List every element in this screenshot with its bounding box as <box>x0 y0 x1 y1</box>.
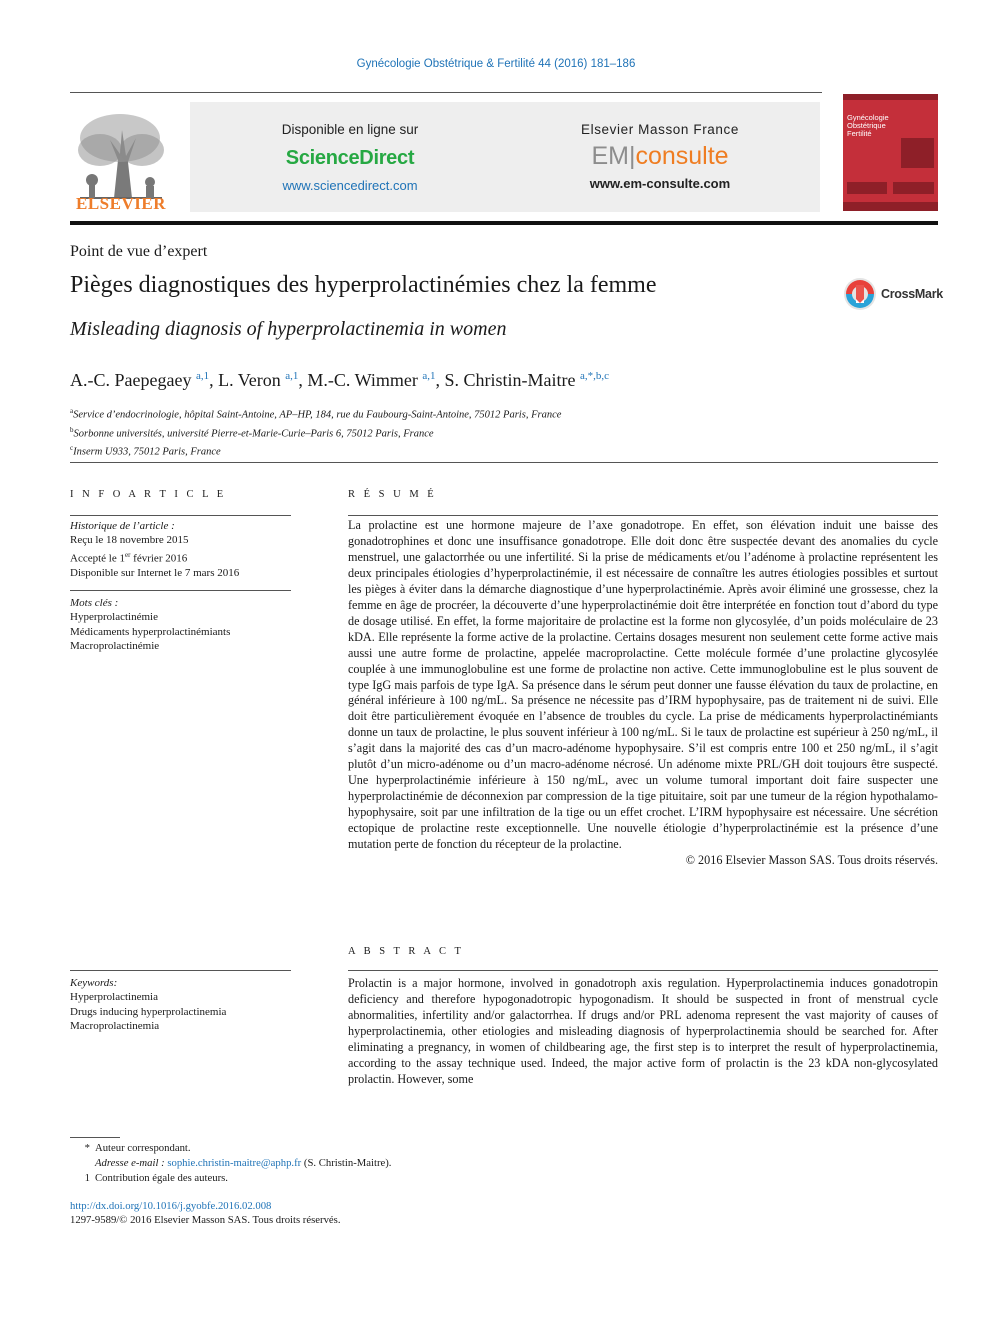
affiliation-key: b <box>70 425 74 434</box>
footnote-text: Auteur correspondant. <box>95 1142 191 1154</box>
accepted-date <box>70 548 239 566</box>
email-label: Adresse e-mail : <box>95 1156 165 1169</box>
affiliation-item <box>70 441 561 460</box>
keywords-en <box>70 976 226 1033</box>
footnote-rule <box>70 1137 120 1138</box>
header-thick-rule <box>70 221 938 225</box>
affiliation-text: Inserm U933, 75012 Paris, France <box>73 446 221 458</box>
footnote-mark: 1 <box>84 1171 90 1184</box>
author-separator: , <box>209 370 219 390</box>
logo-em: EM <box>591 142 629 170</box>
sciencedirect-block <box>230 122 470 193</box>
cover-panel <box>847 182 887 194</box>
affiliation-key: a <box>70 407 74 415</box>
cover-panel <box>901 138 934 168</box>
footnote-equal-contribution <box>70 1171 391 1186</box>
affiliation-item <box>70 423 561 442</box>
doi-link[interactable]: http://dx.doi.org/10.1016/j.gyobfe.2016.02.008 <box>70 1200 272 1212</box>
affiliation-key: c <box>70 444 74 453</box>
footnote-mark-empty <box>70 1156 95 1171</box>
email-link[interactable]: sophie.christin-maitre@aphp.fr <box>167 1156 302 1169</box>
info-rule <box>70 515 291 516</box>
header-rule <box>70 92 822 93</box>
emconsulte-logo <box>535 142 785 170</box>
keyword-item: Hyperprolactinemia <box>70 991 158 1004</box>
email-owner: (S. Christin-Maitre). <box>301 1156 392 1169</box>
section-rule <box>70 462 938 463</box>
abstract-body <box>348 976 938 1088</box>
emconsulte-block <box>535 122 785 191</box>
author-name[interactable]: A.-C. Paepegaey <box>70 370 192 390</box>
footnote-mark: * <box>84 1142 90 1154</box>
author-affiliation-mark[interactable]: a,*,b,c <box>580 370 610 382</box>
footnote-text: Contribution égale des auteurs. <box>95 1171 228 1184</box>
author-affiliation-mark[interactable]: a,1 <box>195 370 210 382</box>
accepted-text: Accepté le 1 <box>70 552 125 565</box>
author-name[interactable]: M.-C. Wimmer <box>307 370 418 390</box>
article-type: Point de vue d’expert <box>70 243 208 260</box>
keywords-en-rule <box>70 970 291 971</box>
received-date: Reçu le 18 novembre 2015 <box>70 534 189 547</box>
keywords-en-label: Keywords: <box>70 977 118 989</box>
logo-consulte: consulte <box>635 142 729 170</box>
footnotes <box>70 1141 391 1186</box>
article-history <box>70 519 239 580</box>
available-online-label: Disponible en ligne sur <box>281 122 419 137</box>
author-affiliation-mark[interactable]: a,1 <box>285 370 299 382</box>
resume-body <box>348 518 938 869</box>
keyword-item: Macroprolactinémie <box>70 639 160 652</box>
keyword-item: Hyperprolactinémie <box>70 611 158 624</box>
footnote-email <box>70 1156 391 1171</box>
crossmark-icon <box>843 277 877 311</box>
resume-heading: R É S U M É <box>348 489 437 500</box>
affiliation-list <box>70 404 561 460</box>
footnote-corresponding <box>70 1141 391 1156</box>
cover-band <box>843 202 938 211</box>
keywords-label: Mots clés : <box>70 597 119 609</box>
author-name[interactable]: L. Veron <box>218 370 281 390</box>
author-name[interactable]: S. Christin-Maitre <box>444 370 576 390</box>
sciencedirect-logo: ScienceDirect <box>285 147 415 169</box>
crossmark-label: CrossMark <box>881 287 943 301</box>
journal-reference[interactable]: Gynécologie Obstétrique & Fertilité 44 (2016) 181–186 <box>356 58 636 70</box>
cover-band <box>843 94 938 100</box>
keyword-item: Macroprolactinemia <box>70 1019 160 1032</box>
online-date: Disponible sur Internet le 7 mars 2016 <box>70 566 240 579</box>
author-separator: , <box>298 370 308 390</box>
elsevier-masson-label: Elsevier Masson France <box>580 122 739 137</box>
logo-separator: | <box>628 142 636 170</box>
abstract-heading: A B S T R A C T <box>348 946 464 957</box>
elsevier-wordmark: ELSEVIER <box>76 194 166 213</box>
author-list <box>70 370 609 391</box>
accepted-sup: er <box>124 550 131 559</box>
affiliation-text: Service d’endocrinologie, hôpital Saint-Antoine, AP–HP, 184, rue du Faubourg-Saint-Antoine, 75012 Paris, France <box>73 409 562 421</box>
author-separator: , <box>435 370 445 390</box>
history-label: Historique de l’article : <box>70 520 175 532</box>
cover-title: Gynécologie Obstétrique Fertilité <box>847 113 889 138</box>
crossmark-badge[interactable] <box>843 277 943 313</box>
affiliation-text: Sorbonne universités, université Pierre-et-Marie-Curie–Paris 6, 75012 Paris, France <box>73 428 434 440</box>
article-subtitle: Misleading diagnosis of hyperprolactinemia in women <box>70 318 507 340</box>
abstract-paragraph: Prolactin is a major hormone, involved in gonadotroph axis regulation. Hyperprolactinemia induces gonadotropin deficiency and therefore hypogonadotropic hypogonadism. It should be suspected in front of menstrual cycle abnormalities, infertility and/or galactorrhea. If drugs and/or PRL adenoma represent the vast majority of causes of hyperprolactinemia, other etiologies and misleading diagnosis of hyperprolactinemia should be searched for. After eliminating a pregnancy, in women of childbearing age, the first step is to interpret the result of hyperprolactinemia, according to the assay technique used. Indeed, the major active form of prolactin is the 23 kDA non-glycosylated prolactin. However, some <box>348 976 938 1086</box>
keywords-rule <box>70 590 291 591</box>
journal-cover[interactable] <box>843 94 938 211</box>
info-article-heading: I N F O A R T I C L E <box>70 489 227 500</box>
resume-copyright: © 2016 Elsevier Masson SAS. Tous droits réservés. <box>685 853 938 868</box>
keyword-item: Médicaments hyperprolactinémiants <box>70 625 231 638</box>
abstract-rule <box>348 970 938 971</box>
accepted-text: février 2016 <box>130 552 188 565</box>
affiliation-item <box>70 404 561 423</box>
keywords-fr <box>70 596 230 653</box>
resume-paragraph: La prolactine est une hormone majeure de l’axe gonadotrope. En effet, son élévation induit une baisse des gonadotrophines et donc une insuffisance gonadotrope. Elle doit donc être suspectée devant des anomalies du cycle menstruel, une galactorrhée ou une infertilité. Si la prise de médicaments et/ou l’adénome à prolactine représentent les deux principales étiologies d’hyperprolactinémie, il est nécessaire de connaître les autres étiologies possibles et surtout les pièges à éviter dans la démarche diagnostique d’une hyperprolactinémie. Après avoir éliminé une grossesse, chez la femme en âge de procréer, la découverte d’une hyperprolactinémie doit être interprétée en fonction tout d’abord du type de dosage utilisé. En effet, la forme majoritaire de prolactine est la forme non glycosylée, d’un poids moléculaire de 23 kDA. Elle représente la forme active de la prolactine. Certains dosages mesurent non seulement cette forme active mais aussi une autre forme de prolactine, appelée macroprolactine. Cette molécule formée d’une prolactine glycosylée couplée à une immunoglobuline est une forme de prolactine non active. Cette immunoglobuline est le plus souvent de type IgG mais parfois de type IgA. Sa présence dans le sérum peut donner une fausse élévation du taux de prolactine, en général inférieure à 100 ng/mL. Sa présence ne nécessite pas d’IRM hypophysaire, pas de traitement ni de suivi. Elle doit être particulièrement évoquée en l’absence de troubles du cycle. La prise de médicaments hyperprolactinémiants donne un taux de prolactine, le plus souvent inférieur à 100 ng/mL. Si le taux de prolactine est supérieur à 250 ng/mL, il s’agit dans la majorité des cas d’un macro-adénome hypophysaire. S’il est compris entre 100 et 250 ng/mL, il s’agit plutôt d’un micro-adénome ou d’un macro-adénome nécrosé. Un adénome mixte PRL/GH doit toujours être suspecté. Une hyperprolactinémie inférieure à 150 ng/mL, avec un volume tumoral important doit faire suspecter une hyperprolactinémie de déconnexion par compression de la tige pituitaire, soit par une tumeur de la région hypothalamo-hypophysaire, soit par une infiltration de la tige ou un effet crochet. L’IRM hypophysaire est nécessaire. Une sécrétion ectopique de prolactine reste exceptionnelle. Une nouvelle étiologie d’hyperprolactinémie est la présence d’une mutation perte de fonction du récepteur de la prolactine. <box>348 518 938 852</box>
keyword-item: Drugs inducing hyperprolactinemia <box>70 1005 227 1018</box>
cover-panel <box>893 182 934 194</box>
issn-line: 1297-9589/© 2016 Elsevier Masson SAS. Tous droits réservés. <box>70 1214 341 1226</box>
resume-rule <box>348 515 938 516</box>
article-title: Pièges diagnostiques des hyperprolactinémies chez la femme <box>70 272 657 298</box>
author-affiliation-mark[interactable]: a,1 <box>422 370 436 382</box>
publisher-banner <box>190 102 820 212</box>
sciencedirect-link[interactable]: www.sciencedirect.com <box>282 178 418 193</box>
emconsulte-link[interactable]: www.em-consulte.com <box>589 176 731 191</box>
